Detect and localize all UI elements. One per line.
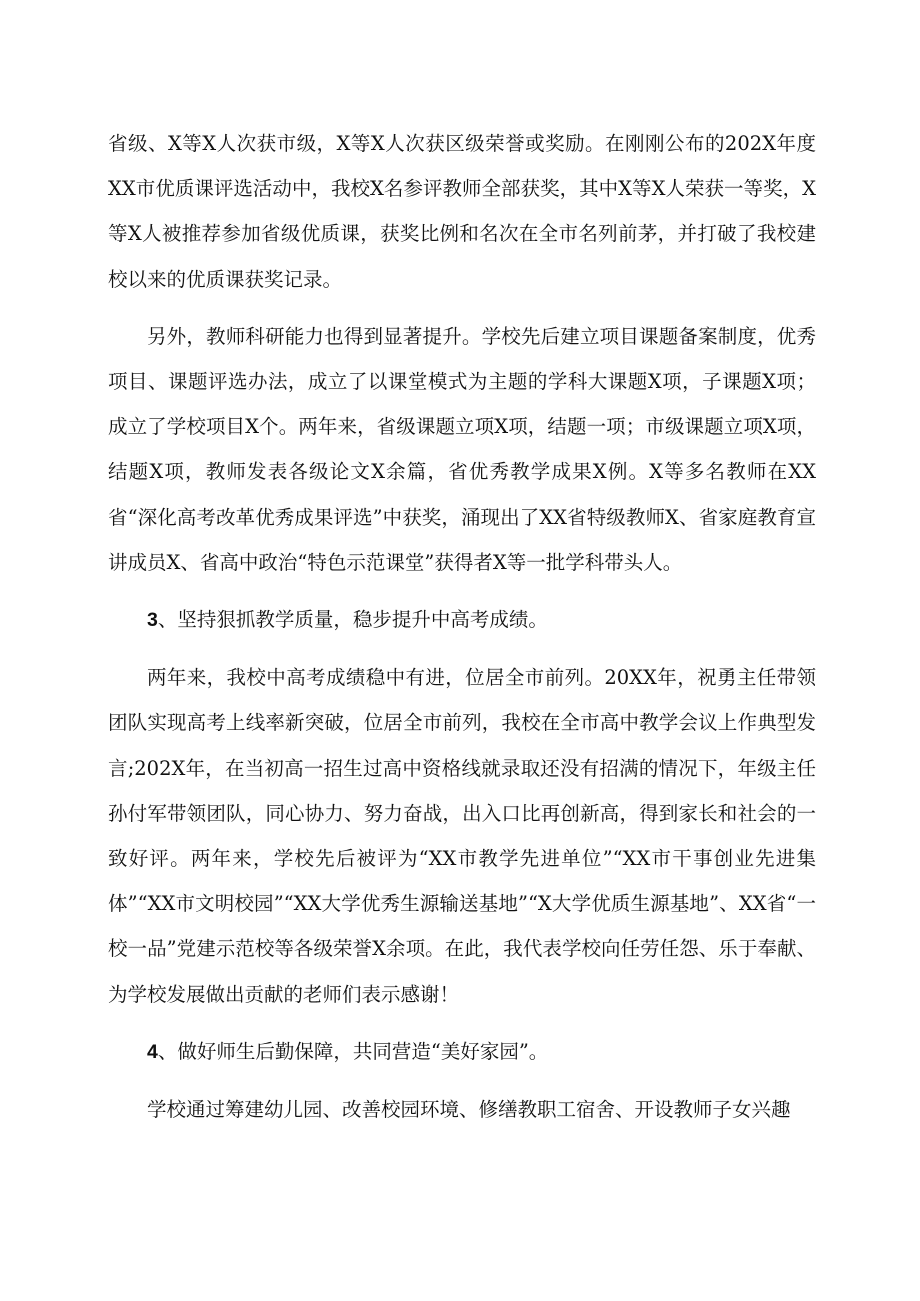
section-number: 3	[147, 609, 158, 632]
paragraph-awards: 省级、X等X人次获市级，X等X人次获区级荣誉或奖励。在刚刚公布的202X年度XX市优质课评选活动中，我校X名参评教师全部获奖，其中X等X人荣获一等奖，X等X人被推荐参加省级优质课，获奖比例和名次在全市名列前茅，并打破了我校建校以来的优质课获奖记录。	[108, 132, 816, 291]
document-body	[108, 121, 816, 1144]
section-heading-4	[108, 1029, 816, 1075]
paragraph-exam-results: 两年来，我校中高考成绩稳中有进，位居全市前列。20XX年，祝勇主任带领团队实现高考上线率新突破，位居全市前列，我校在全市高中教学会议上作典型发言;202X年，在当初高一招生过高中资格线就录取还没有招满的情况下，年级主任孙付军带领团队，同心协力、努力奋战，出入口比再创新高，得到家长和社会的一致好评。两年来，学校先后被评为“XX市教学先进单位”“XX市干事创业先进集体”“XX市文明校园”“XX大学优秀生源输送基地”“X大学优质生源基地”、XX省“一校一品”党建示范校等各级荣誉X余项。在此，我代表学校向任劳任怨、乐于奉献、为学校发展做出贡献的老师们表示感谢！	[108, 666, 816, 1006]
paragraph-logistics: 学校通过筹建幼儿园、改善校园环境、修缮教职工宿舍、开设教师子女兴趣	[147, 1098, 791, 1122]
paragraph-research: 另外，教师科研能力也得到显著提升。学校先后建立项目课题备案制度，优秀项目、课题评选办法，成立了以课堂模式为主题的学科大课题X项，子课题X项；成立了学校项目X个。两年来，省级课题立项X项，结题一项；市级课题立项X项，结题X项，教师发表各级论文X余篇，省优秀教学成果X例。X等多名教师在XX省“深化高考改革优秀成果评选”中获奖，涌现出了XX省特级教师X、省家庭教育宣讲成员X、省高中政治“特色示范课堂”获得者X等一批学科带头人。	[108, 324, 816, 574]
section-title: 、坚持狠抓教学质量，稳步提升中高考成绩。	[157, 608, 548, 632]
section-title: 、做好师生后勤保障，共同营造“美好家园”。	[157, 1039, 549, 1063]
section-number: 4	[147, 1040, 158, 1063]
section-heading-3	[108, 597, 816, 643]
